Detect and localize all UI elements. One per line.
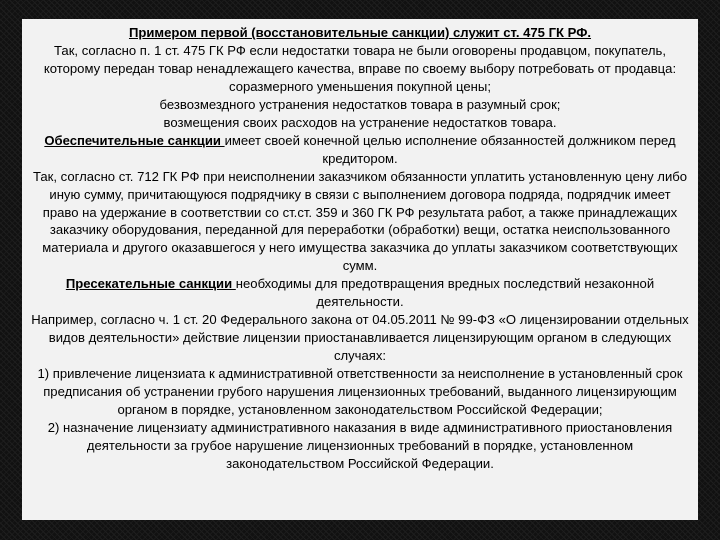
paragraph-licensing-law: Например, согласно ч. 1 ст. 20 Федерального закона от 04.05.2011 № 99-ФЗ «О лицензировании отдельных видов деятельности» действие лицензии приостанавливается лицензирующим органом в следующих случаях: [31, 312, 689, 364]
security-sanctions-definition: имеет своей конечной целью исполнение обязанностей должником перед кредитором. [224, 132, 676, 166]
preventive-sanctions-definition: необходимы для предотвращения вредных последствий незаконной деятельности. [235, 276, 655, 310]
list-item-case-2: 2) назначение лицензиату административного наказания в виде административного приостановления деятельности за грубое нарушение лицензионных требований в порядке, установленном законодательством Российской Федерации. [47, 419, 673, 471]
list-item-free-repair: безвозмездного устранения недостатков товара в разумный срок; [159, 96, 561, 112]
list-item-price-reduction: соразмерного уменьшения покупной цены; [229, 78, 491, 94]
term-security-sanctions: Обеспечительные санкции [44, 132, 225, 148]
paragraph-712-example: Так, согласно ст. 712 ГК РФ при неисполнении заказчиком обязанности уплатить установленную цену либо иную сумму, причитающуюся подрядчику в связи с выполнением договора подряда, подрядчик имеет право на удержание в соответствии со ст.ст. 359 и 360 ГК РФ результата работ, а также принадлежащих заказчику оборудования, переданной для переработки (обработки) вещи, остатка неиспользованного материала и другого оказавшегося у него имущества заказчика до уплаты заказчиком соответствующих сумм. [32, 168, 688, 274]
list-item-expense-refund: возмещения своих расходов на устранение недостатков товара. [163, 114, 557, 130]
heading: Примером первой (восстановительные санкции) служит ст. 475 ГК РФ. [128, 25, 592, 40]
list-item-case-1: 1) привлечение лицензиата к административной ответственности за неисполнение в установленный срок предписания об устранении грубого нарушения лицензионных требований, выданного лицензирующим органом в порядке, установленном законодательством Российской Федерации; [37, 366, 683, 418]
paragraph-475-intro: Так, согласно п. 1 ст. 475 ГК РФ если недостатки товара не были оговорены продавцом, покупатель, которому передан товар ненадлежащего качества, вправе по своему выбору потребовать от продавца: [43, 42, 677, 76]
slide-content-card [22, 19, 698, 520]
paragraph-preventive-sanctions [30, 275, 690, 311]
term-preventive-sanctions: Пресекательные санкции [65, 276, 236, 292]
paragraph-security-sanctions [30, 132, 690, 168]
